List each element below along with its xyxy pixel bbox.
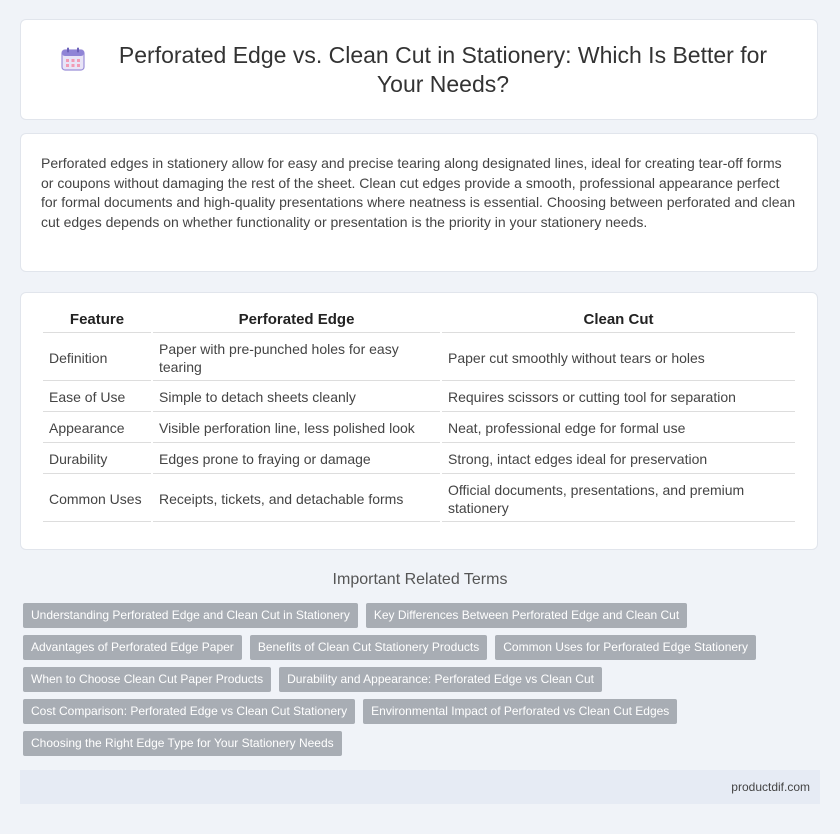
table-cell: Edges prone to fraying or damage	[153, 445, 440, 474]
table-row	[43, 335, 795, 381]
table-cell: Appearance	[43, 414, 151, 443]
intro-text: Perforated edges in stationery allow for easy and precise tearing along designated lines, ideal for creating tear-off forms or coupons without damaging the rest of the sheet. Clean cut edges provide a smooth, professional appearance perfect for formal documents and high-quality presentations where neatness is essential. Choosing between perforated and clean cut edges depends on whether functionality or presentation is the priority in your stationery needs.	[41, 155, 796, 230]
table-row	[43, 414, 795, 443]
table-cell: Definition	[43, 335, 151, 381]
calendar-icon	[60, 46, 86, 72]
table-row	[43, 383, 795, 412]
footer-site-link[interactable]: productdif.com	[731, 780, 810, 794]
related-tag[interactable]: Environmental Impact of Perforated vs Clean Cut Edges	[363, 699, 677, 724]
table-cell: Simple to detach sheets cleanly	[153, 383, 440, 412]
related-tag[interactable]: Choosing the Right Edge Type for Your Stationery Needs	[23, 731, 342, 756]
table-cell: Paper cut smoothly without tears or holes	[442, 335, 795, 381]
comparison-table-card	[20, 292, 818, 550]
table-cell: Receipts, tickets, and detachable forms	[153, 476, 440, 522]
related-tag[interactable]: When to Choose Clean Cut Paper Products	[23, 667, 271, 692]
page-title: Perforated Edge vs. Clean Cut in Stationery: Which Is Better for Your Needs?	[118, 41, 768, 97]
table-row	[43, 476, 795, 522]
table-cell: Official documents, presentations, and premium stationery	[442, 476, 795, 522]
table-row	[43, 445, 795, 474]
related-tag[interactable]: Durability and Appearance: Perforated Edge vs Clean Cut	[279, 667, 602, 692]
table-cell: Ease of Use	[43, 383, 151, 412]
header-feature: Feature	[43, 307, 151, 333]
header-card	[20, 19, 818, 120]
intro-card	[20, 133, 818, 272]
related-terms-title: Important Related Terms	[332, 571, 508, 588]
table-header-row	[43, 307, 795, 333]
table-cell: Neat, professional edge for formal use	[442, 414, 795, 443]
comparison-table	[41, 305, 797, 524]
table-cell: Visible perforation line, less polished look	[153, 414, 440, 443]
header-clean-cut: Clean Cut	[442, 307, 795, 333]
table-cell: Common Uses	[43, 476, 151, 522]
related-tag[interactable]: Key Differences Between Perforated Edge and Clean Cut	[366, 603, 687, 628]
footer	[20, 770, 820, 804]
related-tag[interactable]: Benefits of Clean Cut Stationery Products	[250, 635, 487, 660]
related-tag[interactable]: Advantages of Perforated Edge Paper	[23, 635, 242, 660]
table-cell: Durability	[43, 445, 151, 474]
table-cell: Requires scissors or cutting tool for separation	[442, 383, 795, 412]
related-tag[interactable]: Understanding Perforated Edge and Clean Cut in Stationery	[23, 603, 358, 628]
table-cell: Strong, intact edges ideal for preservation	[442, 445, 795, 474]
related-tag[interactable]: Common Uses for Perforated Edge Stationery	[495, 635, 756, 660]
table-cell: Paper with pre-punched holes for easy tearing	[153, 335, 440, 381]
related-terms-tags	[23, 603, 823, 763]
related-tag[interactable]: Cost Comparison: Perforated Edge vs Clean Cut Stationery	[23, 699, 355, 724]
header-perforated-edge: Perforated Edge	[153, 307, 440, 333]
